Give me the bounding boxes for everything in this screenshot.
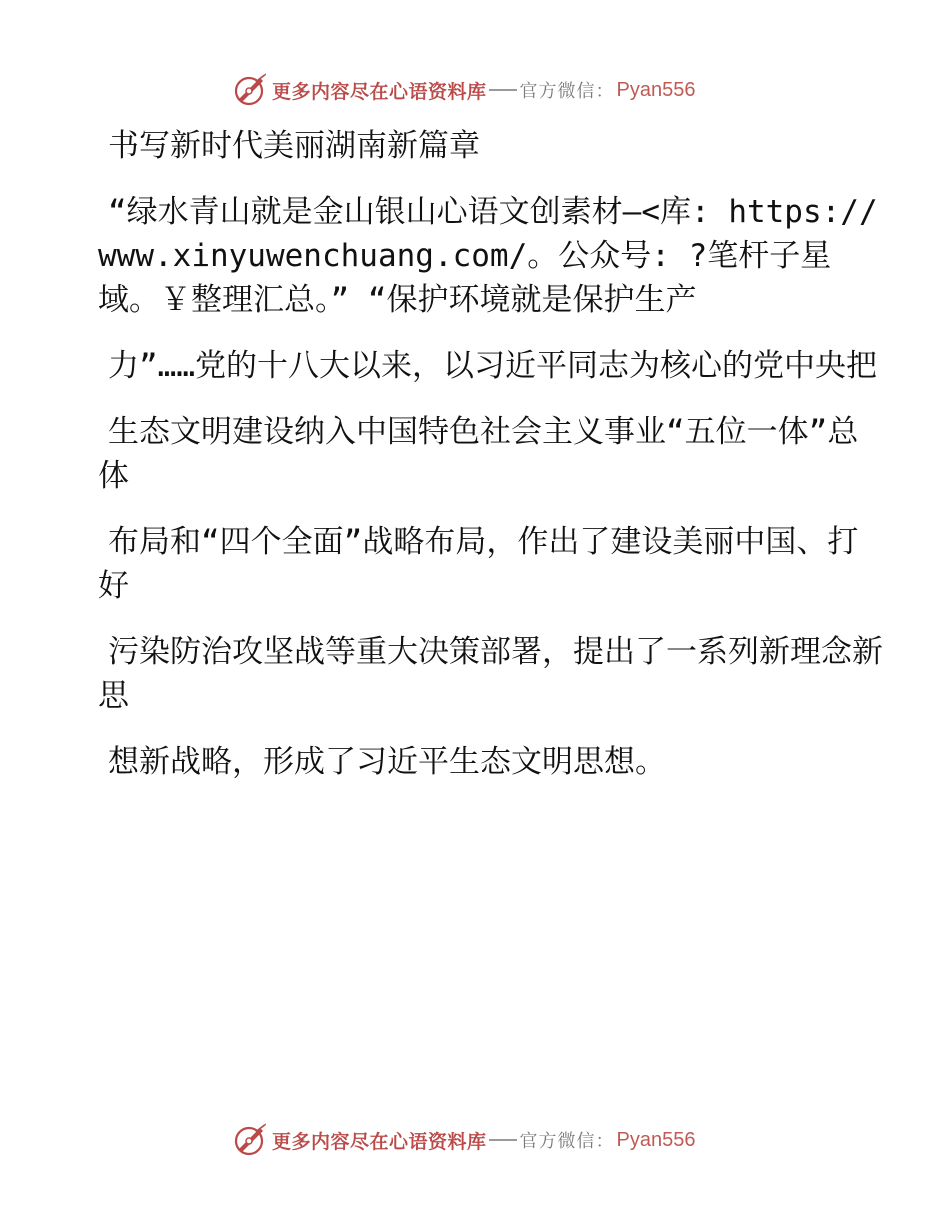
paragraph: 污染防治攻坚战等重大决策部署，提出了一系列新理念新思	[98, 634, 883, 714]
banner-wechat-label: 官方微信：	[519, 1131, 615, 1152]
banner-main-text: 更多内容尽在心语资料库	[272, 1130, 487, 1153]
quill-pen-icon	[232, 72, 268, 108]
banner-dash	[489, 89, 517, 91]
banner-main-text: 更多内容尽在心语资料库	[272, 80, 487, 103]
footer-banner	[232, 1120, 695, 1160]
paragraph: 生态文明建设纳入中国特色社会主义事业“五位一体”总体	[98, 414, 859, 494]
banner-wechat-id: Pyan556	[616, 78, 696, 101]
document-title: 书写新时代美丽湖南新篇章	[108, 128, 480, 164]
banner-dash	[489, 1139, 517, 1141]
header-banner	[232, 70, 695, 110]
paragraph: 力”……党的十八大以来，以习近平同志为核心的党中央把	[108, 348, 877, 384]
banner-wechat-label: 官方微信：	[519, 81, 615, 102]
paragraph: 布局和“四个全面”战略布局，作出了建设美丽中国、打好	[98, 524, 859, 604]
document-body	[98, 124, 888, 806]
paragraph: “绿水青山就是金山银山心语文创素材—<库: https://www.xinyuwenchuang.com/。公众号: ?笔杆子星域。￥整理汇总。” “保护环境就是保护生产	[98, 194, 878, 318]
banner-wechat-id: Pyan556	[616, 1128, 696, 1151]
paragraph: 想新战略，形成了习近平生态文明思想。	[108, 744, 666, 780]
quill-pen-icon	[232, 1122, 268, 1158]
